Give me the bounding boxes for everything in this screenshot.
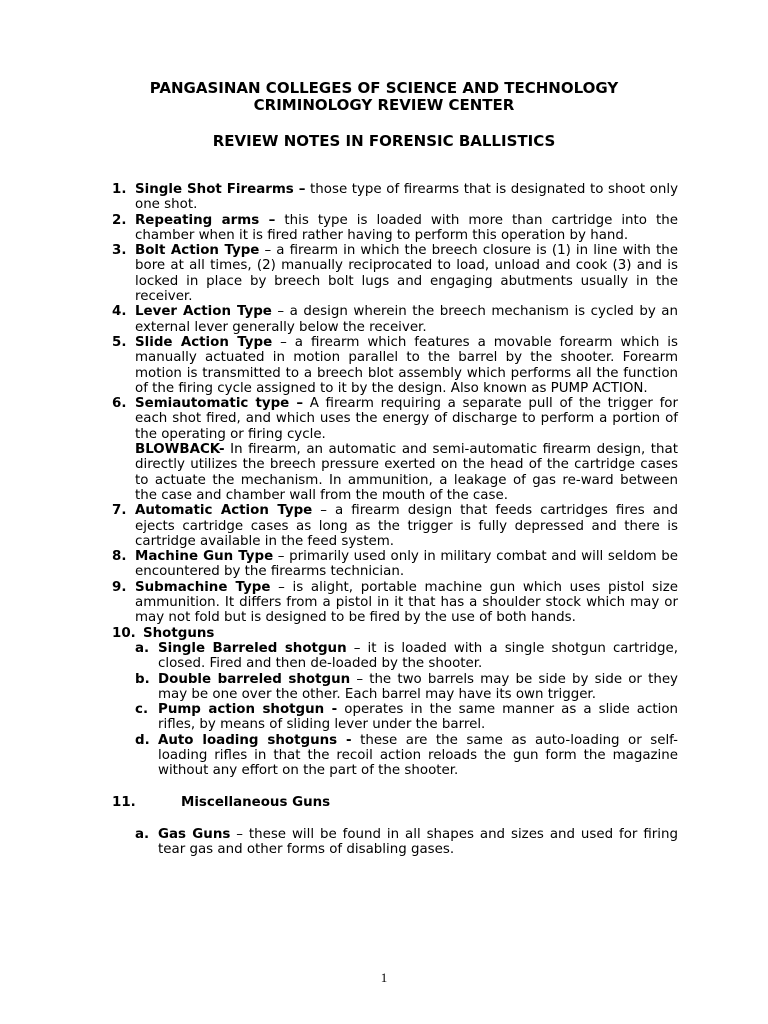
document-title: REVIEW NOTES IN FORENSIC BALLISTICS (212, 132, 556, 150)
spacer (112, 779, 678, 795)
sub-item-letter: a. (135, 640, 150, 656)
blowback-text: In firearm, an automatic and semi-automatic firearm design, that directly utilizes the breech pressure exerted on the head of the cartridge cases to actuate the mechanism. In ammunition, a leakage of gas re-ward between the case and chamber wall from the mouth of the case. (135, 442, 678, 503)
spacer (112, 811, 678, 827)
sub-item-term: Pump action shotgun - (158, 702, 338, 718)
institution-name: PANGASINAN COLLEGES OF SCIENCE AND TECHNOLOGY (149, 79, 619, 97)
sub-list-item (112, 702, 678, 733)
item-number: 5. (112, 334, 127, 350)
item-term: Slide Action Type (135, 334, 273, 350)
section-title: Miscellaneous Guns (181, 794, 331, 810)
list-item-shotguns (112, 626, 678, 641)
item-number: 11. (112, 794, 136, 810)
item-number: 10. (112, 625, 136, 641)
sub-item-letter: c. (135, 702, 149, 718)
sub-item-letter: a. (135, 826, 150, 842)
review-center-name: CRIMINOLOGY REVIEW CENTER (253, 96, 515, 114)
item-number: 6. (112, 396, 127, 412)
item-number: 3. (112, 243, 127, 259)
sub-item-letter: b. (135, 671, 150, 687)
list-item (112, 503, 678, 549)
sub-list-item (112, 641, 678, 672)
page-number: 1 (380, 970, 388, 985)
item-text: – is alight, portable machine gun which uses pistol size ammunition. It differs from a pistol in it that has a shoulder stock which may or may not fold but is designed to be fired by the use of both hands. (135, 579, 678, 626)
sub-item-text: – it is loaded with a single shotgun cartridge, closed. Fired and then de-loaded by the shooter. (158, 640, 678, 672)
list-item (112, 580, 678, 626)
item-term: Submachine Type (135, 579, 271, 595)
list-item (112, 335, 678, 396)
item-text: – a firearm which features a movable forearm which is manually actuated in motion parallel to the barrel by the shooter. Forearm motion is transmitted to a breech blot assembly which performs all the function of the firing cycle assigned to it by the design. Also known as PUMP ACTION. (135, 334, 679, 396)
item-text: A firearm requiring a separate pull of the trigger for each shot fired, and which uses the energy of discharge to perform a portion of the operating or firing cycle. (135, 396, 678, 442)
sub-list-item (112, 827, 678, 858)
list-item (112, 182, 678, 213)
item-term: Machine Gun Type (135, 549, 274, 565)
sub-list-item (112, 672, 678, 703)
sub-item-letter: d. (135, 732, 150, 748)
item-text: this type is loaded with more than cartridge into the chamber when it is fired rather having to perform this operation by hand. (135, 212, 678, 243)
item-term: Repeating arms – (135, 212, 276, 228)
item-number: 8. (112, 549, 127, 565)
item-number: 7. (112, 503, 127, 519)
blowback-term: BLOWBACK- (135, 442, 225, 458)
item-term: Automatic Action Type (135, 503, 313, 519)
section-title: Shotguns (143, 625, 215, 641)
sub-item-term: Single Barreled shotgun (158, 640, 347, 656)
item-text: – a firearm in which the breech closure is (1) in line with the bore at all times, (2) manually reciprocated to load, unload and cook (3) and is locked in place by breech bolt lugs and engaging abutments usually in the receiver. (135, 243, 679, 305)
sub-list-item (112, 733, 678, 779)
item-text: – primarily used only in military combat and will seldom be encountered by the firearms technician. (135, 549, 678, 580)
list-item (112, 396, 678, 503)
item-term: Lever Action Type (135, 304, 272, 320)
item-text: – a firearm design that feeds cartridges fires and ejects cartridge cases as long as the trigger is fully depressed and there is cartridge available in the feed system. (135, 503, 678, 549)
list-item (112, 243, 678, 304)
sub-item-text: these are the same as auto-loading or self-loading rifles in that the recoil action reloads the gun form the magazine without any effort on the part of the shooter. (158, 732, 678, 779)
item-number: 4. (112, 304, 127, 320)
item-term: Semiautomatic type – (135, 396, 304, 412)
list-item-misc (112, 795, 678, 811)
item-text: – a design wherein the breech mechanism is cycled by an external lever generally below the receiver. (135, 304, 678, 335)
sub-item-text: – these will be found in all shapes and sizes and used for firing tear gas and other forms of disabling gases. (158, 826, 678, 857)
notes-list (112, 182, 678, 857)
item-text: those type of firearms that is designated to shoot only one shot. (135, 182, 678, 213)
sub-item-term: Gas Guns (158, 826, 231, 842)
item-term: Single Shot Firearms – (135, 182, 306, 197)
item-number: 2. (112, 212, 127, 228)
item-term: Bolt Action Type (135, 243, 260, 259)
list-item (112, 213, 678, 244)
sub-item-term: Auto loading shotguns - (158, 732, 352, 748)
list-item (112, 549, 678, 580)
list-item (112, 304, 678, 335)
item-number: 1. (112, 182, 127, 197)
item-number: 9. (112, 579, 127, 595)
sub-item-text: operates in the same manner as a slide action rifles, by means of sliding lever under the barrel. (158, 702, 678, 733)
blowback-note (135, 442, 678, 503)
sub-item-term: Double barreled shotgun (158, 671, 351, 687)
sub-item-text: – the two barrels may be side by side or they may be one over the other. Each barrel may have its own trigger. (158, 671, 678, 702)
